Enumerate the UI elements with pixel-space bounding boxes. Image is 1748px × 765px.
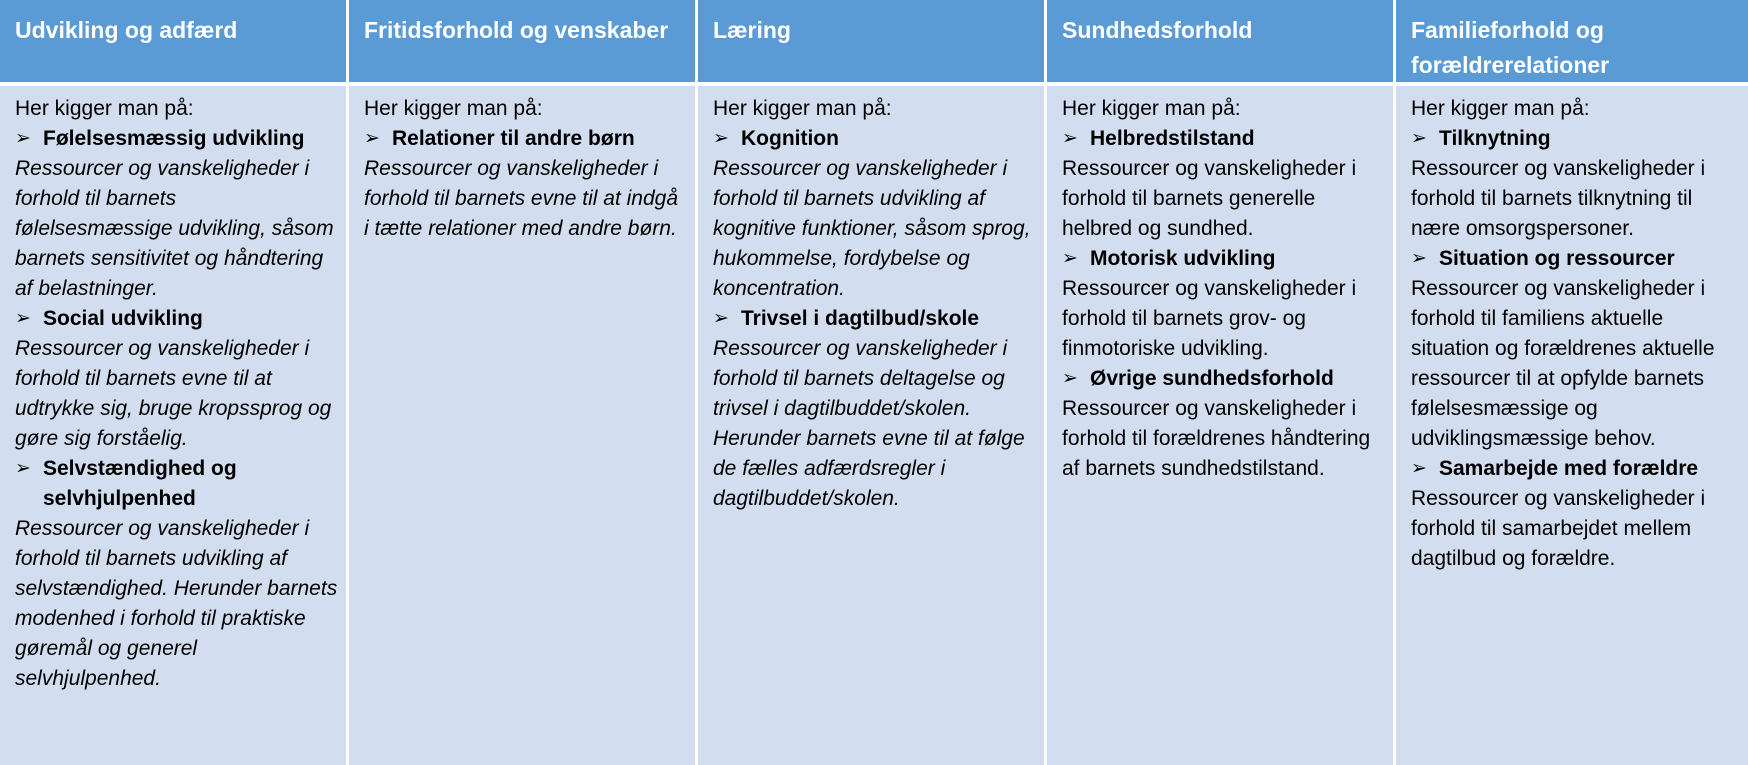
bullet-description: Ressourcer og vanskeligheder i forhold til barnets deltagelse og trivsel i dagtilbuddet/skolen. Herunder barnets evne til at følge de fælles adfærdsregler i dagtilbuddet/skolen. <box>713 337 1025 510</box>
bullet-title: Tilknytning <box>1439 127 1551 150</box>
bullet-description: Ressourcer og vanskeligheder i forhold til samarbejdet mellem dagtilbud og forældre. <box>1411 487 1706 570</box>
intro-label: Her kigger man på: <box>15 97 194 120</box>
bullet-title: Trivsel i dagtilbud/skole <box>741 307 980 330</box>
header-cell-leisure <box>349 0 698 86</box>
bullet-heading <box>15 124 338 154</box>
header-cell-learning <box>698 0 1047 86</box>
arrow-bullet-icon: ➢ <box>1062 128 1078 149</box>
intro-label: Her kigger man på: <box>713 97 892 120</box>
bullet-description: Ressourcer og vanskeligheder i forhold til barnets generelle helbred og sundhed. <box>1062 157 1357 240</box>
bullet-heading <box>15 454 338 514</box>
bullet-heading <box>1411 454 1740 484</box>
body-cell-learning <box>698 86 1047 765</box>
bullet-title: Øvrige sundhedsforhold <box>1090 367 1334 390</box>
intro-label: Her kigger man på: <box>1411 97 1590 120</box>
bullet-heading <box>713 304 1036 334</box>
header-cell-health <box>1047 0 1396 86</box>
column-header: Fritidsforhold og venskaber <box>364 17 669 43</box>
column-header: Sundhedsforhold <box>1062 17 1253 43</box>
bullet-description: Ressourcer og vanskeligheder i forhold til barnets evne til at indgå i tætte relationer med andre børn. <box>364 157 679 240</box>
bullet-title: Helbredstilstand <box>1090 127 1255 150</box>
intro-label: Her kigger man på: <box>364 97 543 120</box>
bullet-heading <box>713 124 1036 154</box>
arrow-bullet-icon: ➢ <box>15 458 31 479</box>
bullet-title: Samarbejde med forældre <box>1439 457 1699 480</box>
body-cell-leisure <box>349 86 698 765</box>
bullet-heading <box>15 304 338 334</box>
bullet-description: Ressourcer og vanskeligheder i forhold til familiens aktuelle situation og forældrenes aktuelle ressourcer til at opfylde barnets følelsesmæssige og udviklingsmæssige behov. <box>1411 277 1715 450</box>
bullet-description: Ressourcer og vanskeligheder i forhold til barnets grov- og finmotoriske udvikling. <box>1062 277 1357 360</box>
arrow-bullet-icon: ➢ <box>1411 458 1427 479</box>
bullet-heading <box>364 124 687 154</box>
arrow-bullet-icon: ➢ <box>713 128 729 149</box>
bullet-title: Selvstændighed og selvhjulpenhed <box>43 457 237 510</box>
header-cell-family <box>1396 0 1748 86</box>
bullet-description: Ressourcer og vanskeligheder i forhold til barnets udvikling af kognitive funktioner, såsom sprog, hukommelse, fordybelse og koncentration. <box>713 157 1031 300</box>
bullet-title: Situation og ressourcer <box>1439 247 1675 270</box>
arrow-bullet-icon: ➢ <box>15 308 31 329</box>
intro-label: Her kigger man på: <box>1062 97 1241 120</box>
bullet-description: Ressourcer og vanskeligheder i forhold til barnets udvikling af selvstændighed. Herunder barnets modenhed i forhold til praktiske gøremål og generel selvhjulpenhed. <box>15 517 338 690</box>
header-cell-development <box>0 0 349 86</box>
arrow-bullet-icon: ➢ <box>1062 368 1078 389</box>
bullet-title: Motorisk udvikling <box>1090 247 1276 270</box>
bullet-heading <box>1411 124 1740 154</box>
arrow-bullet-icon: ➢ <box>1411 248 1427 269</box>
bullet-title: Følelsesmæssig udvikling <box>43 127 305 150</box>
arrow-bullet-icon: ➢ <box>364 128 380 149</box>
bullet-description: Ressourcer og vanskeligheder i forhold til forældrenes håndtering af barnets sundhedstilstand. <box>1062 397 1371 480</box>
bullet-description: Ressourcer og vanskeligheder i forhold til barnets følelsesmæssige udvikling, såsom barnets sensitivitet og håndtering af belastninger. <box>15 157 334 300</box>
bullet-title: Social udvikling <box>43 307 203 330</box>
bullet-heading <box>1062 364 1385 394</box>
column-header: Udvikling og adfærd <box>15 17 238 43</box>
bullet-title: Kognition <box>741 127 839 150</box>
body-cell-family <box>1396 86 1748 765</box>
arrow-bullet-icon: ➢ <box>1411 128 1427 149</box>
column-header: Læring <box>713 17 791 43</box>
bullet-description: Ressourcer og vanskeligheder i forhold til barnets tilknytning til nære omsorgspersoner. <box>1411 157 1706 240</box>
body-cell-development <box>0 86 349 765</box>
arrow-bullet-icon: ➢ <box>15 128 31 149</box>
bullet-title: Relationer til andre børn <box>392 127 635 150</box>
bullet-heading <box>1411 244 1740 274</box>
arrow-bullet-icon: ➢ <box>713 308 729 329</box>
arrow-bullet-icon: ➢ <box>1062 248 1078 269</box>
body-cell-health <box>1047 86 1396 765</box>
bullet-heading <box>1062 244 1385 274</box>
bullet-heading <box>1062 124 1385 154</box>
bullet-description: Ressourcer og vanskeligheder i forhold til barnets evne til at udtrykke sig, bruge kropssprog og gøre sig forståelig. <box>15 337 332 450</box>
column-header: Familieforhold og forældrerelationer <box>1411 17 1610 78</box>
